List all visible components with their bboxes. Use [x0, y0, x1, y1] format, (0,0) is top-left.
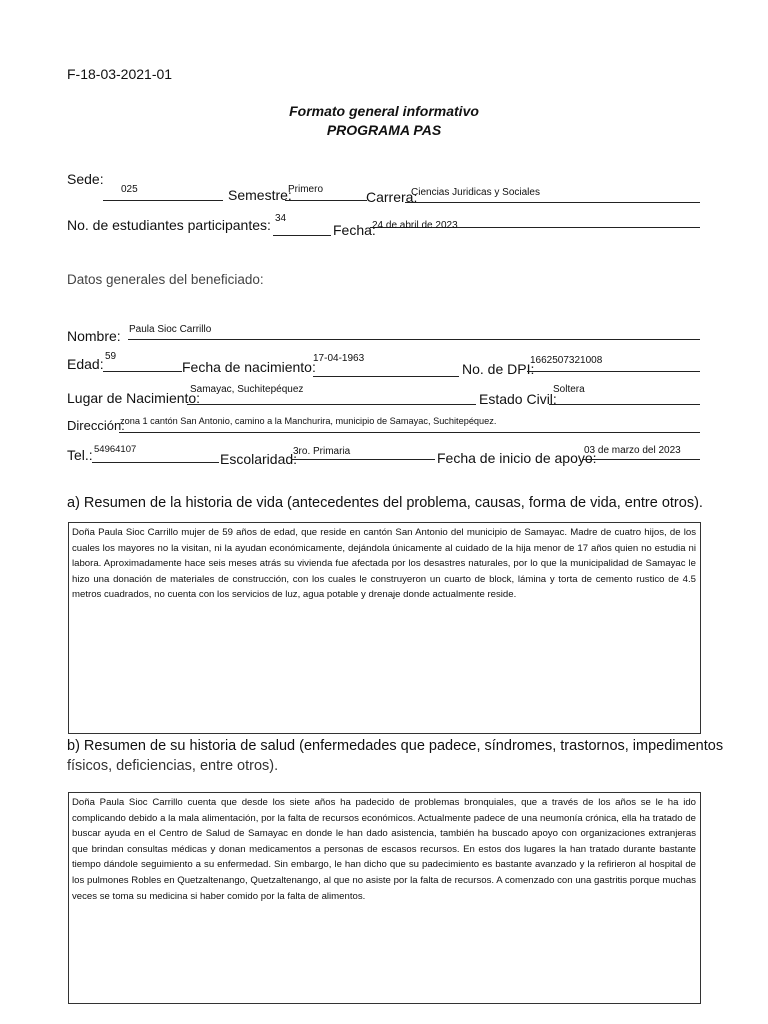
escolaridad-line — [291, 459, 435, 460]
escolaridad-value[interactable]: 3ro. Primaria — [293, 446, 351, 457]
fecha-label: Fecha: — [333, 222, 376, 238]
num-estudiantes-value[interactable]: 34 — [275, 213, 287, 224]
direccion-label: Dirección: — [67, 418, 125, 433]
carrera-value[interactable]: Ciencias Juridicas y Sociales — [411, 187, 540, 198]
beneficiary-heading: Datos generales del beneficiado: — [67, 272, 264, 287]
section-b-text: Doña Paula Sioc Carrillo cuenta que desde los siete años ha padecido de problemas bronquiales, que a través de los años se le ha ido complicando debido a la mala alimentación, por la falta de recursos económicos. Actualmente padece de una neumonía crónica, ella ha tratado de buscar ayuda en el Centro de Salud de Samayac en donde le han dado asistencia, también ha buscado apoyo con organizaciones extranjeras que brindan consultas médicas y donan medicamentos a personas de escasos recursos. En estos dos lugares la han tratado durante bastante tiempo dándole seguimiento a su enfermedad. Sin embargo, le han dicho que su padecimiento es bastante avanzado y la refirieron al hospital de los pulmones Robles en Quetzaltenango, Quetzaltenango, al que no asiste por la falta de recursos. A comenzado con una gastritis porque muchas veces se toma su medicina si haber comido por la falta de alimentos. — [72, 797, 696, 902]
fecha-inicio-label: Fecha de inicio de apoyo: — [437, 450, 597, 466]
section-a-box[interactable] — [68, 522, 701, 734]
estado-civil-line — [549, 404, 700, 405]
program-title: PROGRAMA PAS — [326, 122, 442, 138]
section-b-title-line-2: físicos, deficiencias, entre otros). — [67, 758, 279, 774]
fecha-nacimiento-value[interactable]: 17-04-1963 — [313, 353, 365, 364]
lugar-nacimiento-label: Lugar de Nacimiento: — [67, 390, 201, 406]
semestre-label: Semestre: — [228, 187, 292, 203]
dpi-line — [527, 371, 700, 372]
sede-line — [103, 200, 223, 201]
estado-civil-label: Estado Civil: — [479, 391, 557, 407]
semestre-value[interactable]: Primero — [288, 184, 324, 195]
fecha-nacimiento-label: Fecha de nacimiento: — [182, 359, 316, 375]
escolaridad-label: Escolaridad: — [220, 451, 298, 467]
lugar-nacimiento-value[interactable]: Samayac, Suchitepéquez — [190, 384, 304, 395]
sede-label: Sede: — [67, 171, 104, 187]
direccion-line — [119, 432, 700, 433]
section-b-box[interactable] — [68, 792, 701, 1004]
tel-label: Tel.: — [67, 447, 93, 463]
section-b-title-line-1: b) Resumen de su historia de salud (enfermedades que padece, síndromes, trastornos, impedimentos — [67, 738, 724, 754]
sede-value[interactable]: 025 — [121, 184, 138, 195]
direccion-value[interactable]: zona 1 cantón San Antonio, camino a la Manchurira, municipio de Samayac, Suchitepéquez. — [120, 416, 497, 426]
edad-value[interactable]: 59 — [105, 351, 117, 362]
dpi-value[interactable]: 1662507321008 — [530, 355, 603, 366]
nombre-label: Nombre: — [67, 328, 121, 344]
section-a-title: a) Resumen de la historia de vida (antecedentes del problema, causas, forma de vida, entre otros). — [67, 495, 703, 511]
form-title: Formato general informativo — [289, 103, 479, 119]
nombre-value[interactable]: Paula Sioc Carrillo — [129, 324, 212, 335]
fecha-nacimiento-line — [313, 376, 459, 377]
carrera-line — [405, 202, 700, 203]
semestre-line — [285, 200, 367, 201]
section-a-text: Doña Paula Sioc Carrillo mujer de 59 años de edad, que reside en cantón San Antonio del municipio de Samayac. Madre de cuatro hijos, de los cuales los mayores no la visitan, ni la ayudan económicamente, dejándola únicamente al cuidado de la hija menor de 17 años quien no estudia ni labora. Aproximadamente hace seis meses atrás su vivienda fue afectada por los desastres naturales, por lo que la municipalidad de Samayac le hizo una donación de materiales de construcción, con los cuales le construyeron un cuarto de block, lámina y torta de cemento rustico de 4.5 metros cuadrados, no cuenta con los servicios de luz, agua potable y drenaje donde actualmente reside. — [72, 527, 696, 601]
edad-label: Edad: — [67, 356, 104, 372]
document-code: F-18-03-2021-01 — [67, 66, 173, 82]
estado-civil-value[interactable]: Soltera — [553, 384, 585, 395]
fecha-inicio-line — [582, 459, 700, 460]
edad-line — [103, 371, 182, 372]
tel-value[interactable]: 54964107 — [94, 444, 137, 455]
lugar-nacimiento-line — [187, 404, 476, 405]
dpi-label: No. de DPI: — [462, 361, 535, 377]
num-estudiantes-label: No. de estudiantes participantes: — [67, 217, 271, 233]
num-estudiantes-line — [273, 235, 331, 236]
fecha-value[interactable]: 24 de abril de 2023 — [372, 220, 458, 231]
carrera-label: Carrera: — [366, 189, 418, 205]
fecha-inicio-value[interactable]: 03 de marzo del 2023 — [584, 445, 681, 456]
nombre-line — [128, 339, 700, 340]
tel-line — [92, 462, 219, 463]
